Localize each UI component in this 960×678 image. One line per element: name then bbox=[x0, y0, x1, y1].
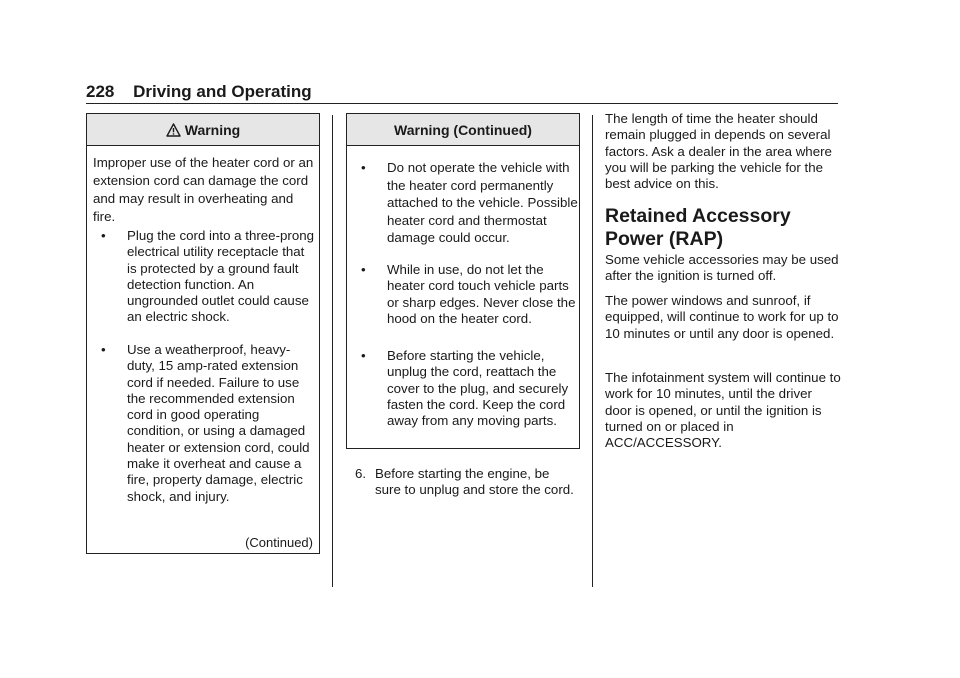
bullet: • bbox=[361, 160, 366, 175]
bullet-text: Before starting the vehicle, unplug the cord, reattach the cover to the plug, and securely fasten the cord. Keep the cord away from any moving parts. bbox=[387, 348, 569, 429]
warning-box-continued bbox=[346, 113, 580, 449]
column-divider-2 bbox=[592, 115, 593, 587]
section-title: Driving and Operating bbox=[133, 82, 312, 101]
bullet: • bbox=[101, 228, 106, 243]
warning-title-bar bbox=[347, 114, 579, 146]
page-header bbox=[86, 82, 312, 102]
warning-box bbox=[86, 113, 320, 554]
warning-title-bar bbox=[87, 114, 319, 146]
step-number: 6. bbox=[355, 466, 367, 481]
page-number: 228 bbox=[86, 82, 115, 101]
bullet: • bbox=[361, 348, 366, 363]
section-heading: Retained Accessory Power (RAP) bbox=[605, 205, 791, 250]
paragraph: The infotainment system will continue to work for 10 minutes, until the driver door is opened, or until the ignition is turned on or placed in ACC/ACCESSORY. bbox=[605, 370, 841, 451]
paragraph: Some vehicle accessories may be used after the ignition is turned off. bbox=[605, 252, 839, 284]
warning-triangle-icon bbox=[166, 123, 181, 137]
bullet: • bbox=[101, 342, 106, 357]
column-divider-1 bbox=[332, 115, 333, 587]
warning-title: Warning (Continued) bbox=[394, 121, 532, 138]
bullet-text: Do not operate the vehicle with the heater cord permanently attached to the vehicle. Possible heater cord and thermostat damage could occur. bbox=[387, 160, 578, 246]
header-rule bbox=[86, 103, 838, 104]
bullet-text: While in use, do not let the heater cord touch vehicle parts or sharp edges. Never close the hood on the heater cord. bbox=[387, 262, 576, 326]
bullet-text: Use a weatherproof, heavy-duty, 15 amp-rated extension cord if needed. Failure to use the recommended extension cord in good operating condition, or using a damaged heater or extension cord, could make it overheat and cause a fire, property damage, electric shock, and injury. bbox=[127, 342, 310, 504]
bullet-text: Plug the cord into a three-prong electrical utility receptacle that is protected by a ground fault detection function. An ungrounded outlet could cause an electric shock. bbox=[127, 228, 315, 325]
warning-intro: Improper use of the heater cord or an extension cord can damage the cord and may result in overheating and fire. bbox=[93, 155, 314, 224]
warning-title: Warning bbox=[184, 121, 241, 138]
paragraph: The power windows and sunroof, if equipped, will continue to work for up to 10 minutes or until any door is opened. bbox=[605, 293, 839, 341]
continued-label: (Continued) bbox=[245, 535, 313, 550]
bullet: • bbox=[361, 262, 366, 277]
intro-paragraph: The length of time the heater should remain plugged in depends on several factors. Ask a dealer in the area where you will be parking the vehicle for the best advice on this. bbox=[605, 111, 832, 192]
step-text: Before starting the engine, be sure to unplug and store the cord. bbox=[375, 466, 574, 498]
